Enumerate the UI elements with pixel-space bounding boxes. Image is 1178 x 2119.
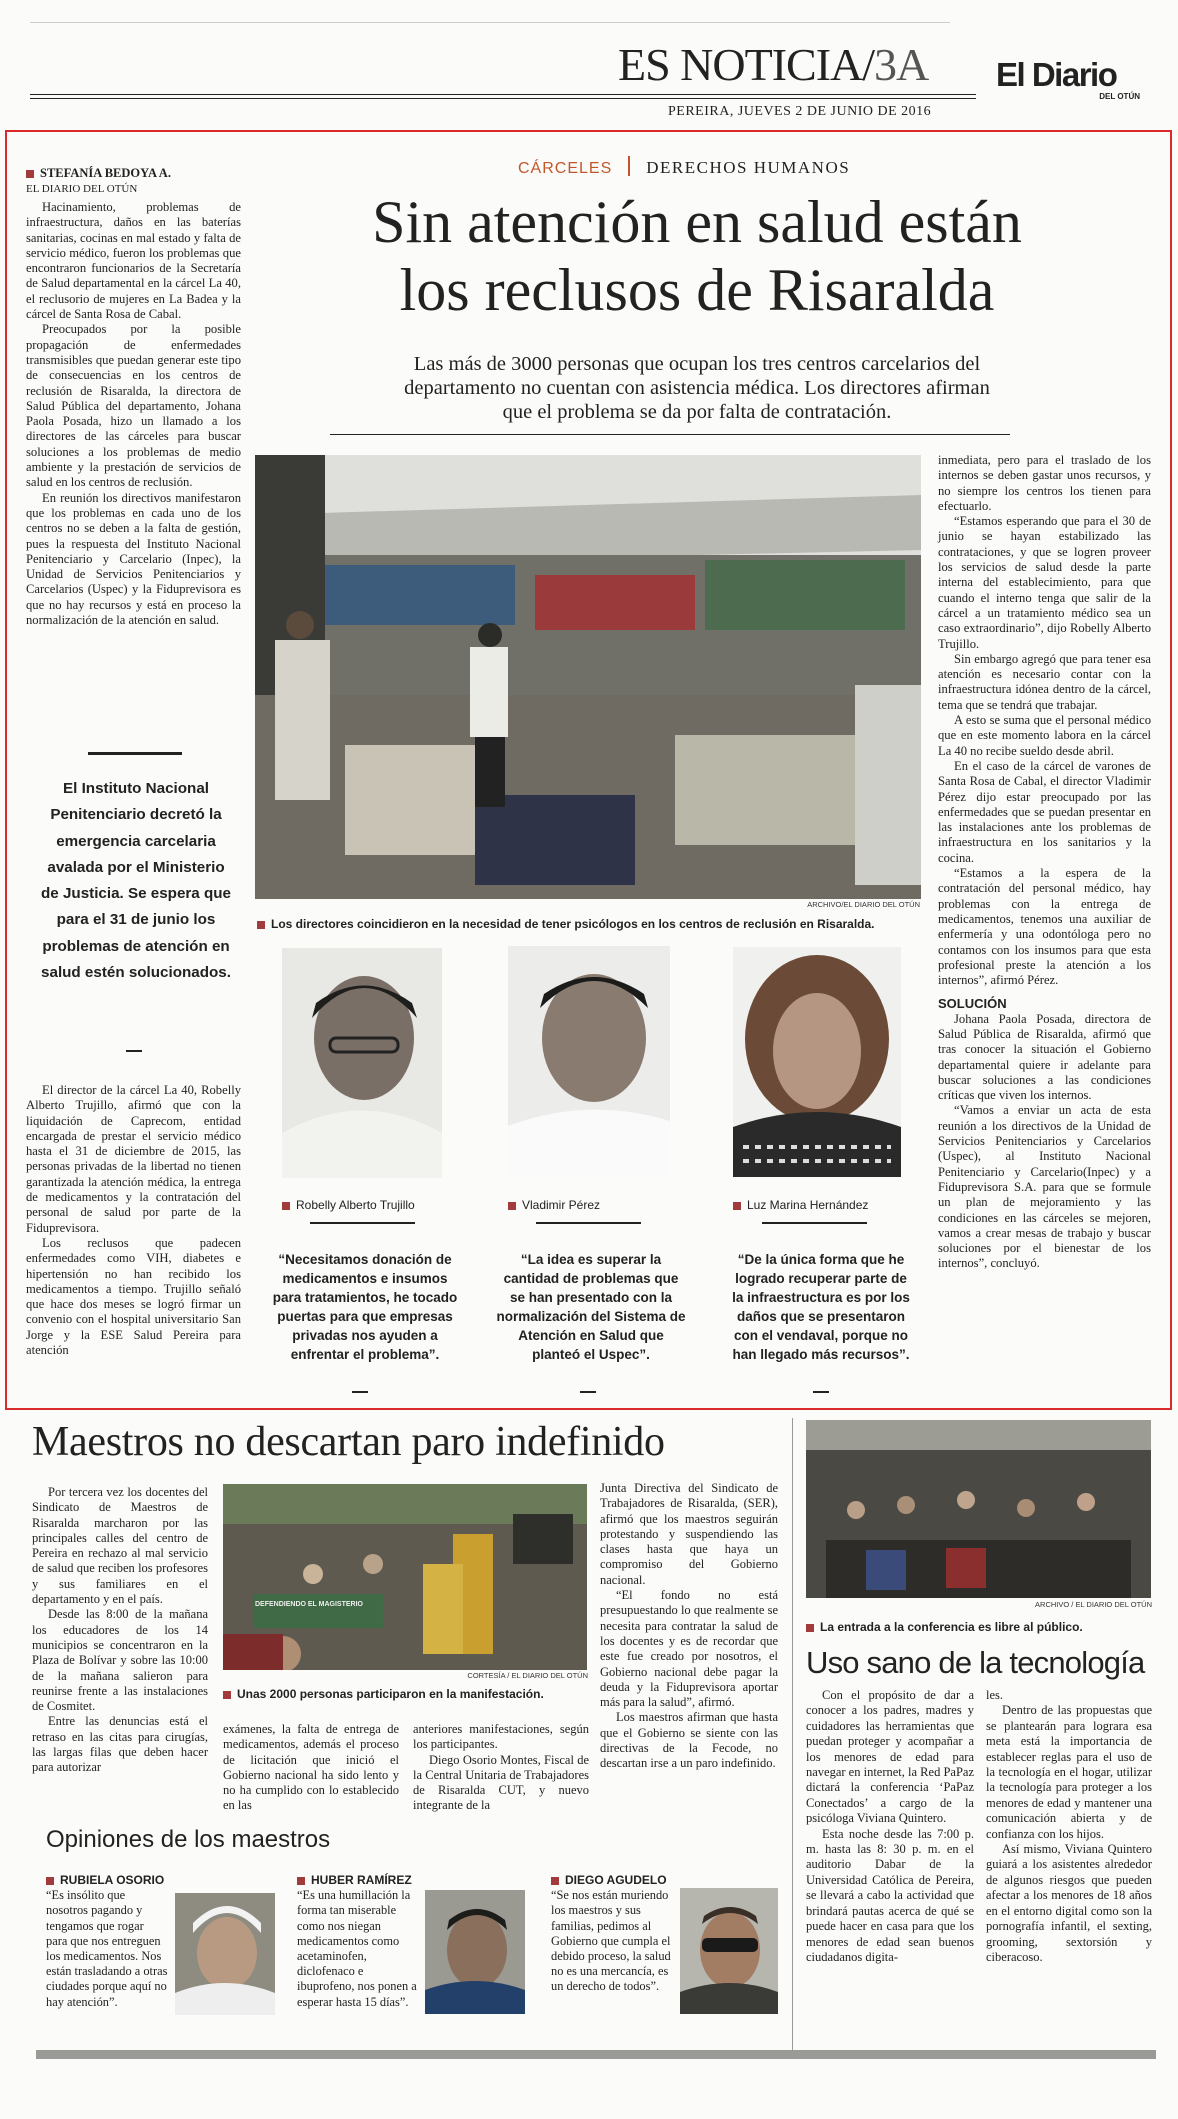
- portrait-trujillo-image: [282, 948, 442, 1178]
- portrait-perez-image: [508, 946, 670, 1178]
- pullquote-rule: [88, 752, 182, 755]
- bullet-icon: [257, 921, 265, 929]
- main-photo-credit: ARCHIVO/EL DIARIO DEL OTÚN: [807, 900, 920, 909]
- lead-col-1-continued: El director de la cárcel La 40, Robelly Alberto Trujillo, afirmó que con la liquidación de Caprecom, entidad encargada de prestar el servicio médico hasta el 31 de diciembre de 2015, las personas privadas de la libertad no tienen garantizada la atención médica, la entrega de medicamentos y la contratación del personal de salud por parte de la Fiduprevisora. Los reclusos que padecen enfermedades como VIH, diabetes e hipertensión no han recibido los medicamentos a tiempo. Trujillo señaló que hace dos meses se logró firmar un convenio con el hospital universitario San Jorge y la ESE Salud Pereira para atención: [26, 1083, 241, 1358]
- solution-heading: SOLUCIÓN: [938, 996, 1007, 1012]
- portrait-name-trujillo: Robelly Alberto Trujillo: [282, 1198, 415, 1212]
- protest-photo-caption: Unas 2000 personas participaron en la manifestación.: [223, 1687, 593, 1701]
- paper-logo: [996, 58, 1146, 101]
- quote-end-dash-1: [352, 1391, 368, 1393]
- portrait-hernandez: [733, 947, 901, 1177]
- paper-sub: DEL OTÚN: [1099, 92, 1140, 101]
- portrait-name-perez: Vladimir Pérez: [508, 1198, 600, 1212]
- pullquote: El Instituto Nacional Penitenciario decretó la emergencia carcelaria avalada por el Ministerio de Justicia. Se espera que para el 31 de junio los problemas de atención en salud estén solucionados.: [41, 780, 231, 982]
- headline-line-1: Sin atención en salud están: [372, 189, 1022, 255]
- portrait-trujillo: [282, 948, 442, 1178]
- lead-subhead: Las más de 3000 personas que ocupan los tres centros carcelarios del departamento no cuentan con asistencia médica. Los directores afirman que el problema se da por falta de contratación.: [404, 353, 990, 423]
- author-outlet: EL DIARIO DEL OTÚN: [26, 183, 138, 195]
- protest-banner-text: DEFENDIENDO EL MAGISTERIO: [255, 1601, 363, 1608]
- opinion-osorio-image: [175, 1893, 275, 2015]
- opinion-osorio-photo: [175, 1893, 275, 2015]
- conference-photo-caption: La entrada a la conferencia es libre al público.: [806, 1620, 1151, 1634]
- opinion-agudelo-image: [680, 1888, 778, 2014]
- headline-line-2: los reclusos de Risaralda: [399, 257, 995, 323]
- quote-end-dash-3: [813, 1391, 829, 1393]
- quote-hernandez: “De la única forma que he logrado recuperar parte de la infraestructura es por los daños que se presentaron con el vendaval, porque no han llegado más recursos”.: [732, 1252, 910, 1362]
- kicker: [518, 156, 850, 178]
- opinion-ramirez: HUBER RAMÍREZ “Es una humillación la forma tan miserable como nos niegan medicamentos como acetaminofen, diclofenaco e ibuprofeno, nos ponen a esperar hasta 15 días”.: [297, 1873, 417, 2009]
- opinions-heading: Opiniones de los maestros: [46, 1826, 331, 1853]
- bullet-icon: [223, 1691, 231, 1699]
- bottom-band: [36, 2050, 1156, 2059]
- opinion-ramirez-image: [425, 1890, 525, 2014]
- protest-image: [223, 1484, 587, 1670]
- teachers-col-1: Por tercera vez los docentes del Sindicato de Maestros de Risaralda marcharon por las principales calles del centro de Pereira en rechazo al mal servicio de salud que reciben los profesores y sus familiares en el departamento y en el país. Desde las 8:00 de la mañana los educadores de los 14 municipios se concentraron en la Plaza de Bolívar y sobre las 10:00 de la mañana salieron para reunirse frente a las instalaciones de Cosmitet. Entre las denuncias está el retraso en las citas para cirugías, las largas filas que deben hacer para autorizar: [32, 1485, 208, 1775]
- portrait-perez: [508, 946, 670, 1178]
- lead-col-right: inmediata, pero para el traslado de los internos se deben gastar unos recursos, y no siempre los centros los tienen para efectuarlo. “Estamos esperando que para el 30 de junio se hayan estabilizado las contrataciones, y que se logren proveer los servicios de salud desde la parte interna del establecimiento, para que cuando el interno tenga que salir de la cárcel a un tratamiento médico sea un caso extraordinario”, dijo Robelly Alberto Trujillo. Sin embargo agregó que para tener esa atención es necesario contar con la infraestructura idónea dentro de la cárcel, tema que se tendrá que trabajar. A esto se suma que el personal médico que en este momento labora en la cárcel La 40 no recibe sueldo desde abril. En el caso de la cárcel de varones de Santa Rosa de Cabal, el director Vladimir Pérez dijo estar preocupado por las enfermedades que se puedan presentar en las instalaciones ante los problemas de infraestructura en los sanitarios y la cocina. “Estamos a la espera de la contratación del personal médico, hay problemas con la entrega de medicamentos, tenemos una auxiliar de enfermería y una odontóloga pero no contamos con los insumos para que esta profesional preste la atención a los internos”, afirmó Pérez. SOLUCIÓN Johana Paola Posada, directora de Salud Pública de Risaralda, afirmó que tras conocer la situación el Gobierno departamental quiere ir adelante para buscar soluciones a las condiciones críticas que viven los internos. “Vamos a enviar un acta de esta reunión a los directivos de la Unidad de Servicios Penitenciarios y Carcelarios (Uspec), al Instituto Nacional Penitenciario y Carcelario(Inpec) y a Fiduprevisora S.A. para que se formule un plan de mejoramiento y las condiciones en las cárceles se mejoren, vamos a crear mesas de trabajo y buscar soluciones por el bienestar de los internos”, concluyó.: [938, 453, 1151, 1271]
- protest-photo: [223, 1484, 587, 1670]
- byline: [26, 166, 241, 195]
- teachers-headline: Maestros no descartan paro indefinido: [32, 1419, 665, 1465]
- conference-photo-credit: ARCHIVO / EL DIARIO DEL OTÚN: [1035, 1600, 1152, 1609]
- prison-yard-photo: [255, 455, 921, 899]
- tech-col-2: les. Dentro de las propuestas que se plantearán para lograra esa meta está la importancia de establecer reglas para el uso de la tecnología en el hogar, utilizar la tecnología para proteger a los menores de edad y mantener una comunicación abierta y de confianza con los hijos. Así mismo, Viviana Quintero guiará a los asistentes alrededor de algunos riesgos que pueden afectar a los menores de 18 años en el entorno digital como son la pornografía infantil, el sexting, grooming, sextorsión y ciberacoso.: [986, 1688, 1152, 1964]
- bullet-icon: [806, 1624, 814, 1632]
- teachers-col-2: exámenes, la falta de entrega de medicamentos, además el proceso de licitación que inició el Gobierno nacional ha sido lento y no ha cumplido con lo establecido en las: [223, 1722, 399, 1813]
- opinion-ramirez-photo: [425, 1890, 525, 2014]
- bullet-icon: [297, 1877, 305, 1885]
- teachers-col-3: anteriores manifestaciones, según los participantes. Diego Osorio Montes, Fiscal de la Central Unitaria de Trabajadores de Risaralda CUT, y nuevo integrante de la: [413, 1722, 589, 1813]
- portrait-name-hernandez: Luz Marina Hernández: [733, 1198, 868, 1212]
- masthead: ES NOTICIA/3A PEREIRA, JUEVES 2 DE JUNIO DE 2016 El Diario DEL OTÚN: [0, 0, 1178, 128]
- teachers-col-4: Junta Directiva del Sindicato de Trabajadores de Risaralda, (SER), afirmó que los maestros seguirán protestando y suspendiendo las clases hasta que haya un compromiso del Gobierno nacional. “El fondo no está presupuestando lo que realmente se necesita para contratar la salud de los docentes y es de recordar que este fue creado por nosotros, el Gobierno nacional debe pagar la deuda y la Fiduprevisora aportar más para la salud”, afirmó. Los maestros afirman que hasta que el Gobierno se siente con las directivas de la Fecode, no descartan irse a un paro indefinido.: [600, 1481, 778, 1771]
- quote-rule-1: [310, 1222, 415, 1224]
- tech-divider: [792, 1418, 793, 2058]
- masthead-rule: [30, 94, 976, 99]
- dateline: PEREIRA, JUEVES 2 DE JUNIO DE 2016: [668, 104, 932, 119]
- page-number: 3A: [874, 39, 929, 90]
- conference-image: [806, 1420, 1151, 1598]
- quote-end-dash-2: [580, 1391, 596, 1393]
- lead-col-1: Hacinamiento, problemas de infraestructura, daños en las baterías sanitarias, cocinas en mal estado y falta de servicio médico, fueron los problemas que encontraron funcionarios de la Secretaría de Salud departamental en la cárcel La 40, el reclusorio de mujeres en La Badea y la cárcel de Santa Rosa de Cabal. Preocupados por la posible propagación de enfermedades transmisibles que puedan generar este tipo de consecuencias en los centros de reclusión de Risaralda, la directora de Salud Pública del departamento, Johana Paola Posada, hizo un llamado a los directores de las cárceles para buscar soluciones a los problemas de medio ambiente y la prestación de servicios de salud en los centros de reclusión. En reunión los directivos manifestaron que los problemas en cada uno de los centros no se deben a la falta de gestión, pues la respuesta del Instituto Nacional Penitenciario y Carcelario (Inpec), la Unidad de Servicios Penitenciarios y Carcelarios (Uspec) y la Fiduprevisora es que no hay recursos y está en proceso la normalización de la atención en salud.: [26, 200, 241, 628]
- subhead-rule: [330, 434, 1010, 435]
- tech-col-1: Con el propósito de dar a conocer a los padres, madres y cuidadores las herramientas que puedan proteger y acompañar a los menores de edad para navegar en internet, la Red PaPaz dictará la conferencia ‘PaPaz Conectados’ a cargo de la psicóloga Viviana Quintero. Esta noche desde las 7:00 p. m. hasta las 8: 30 p. m. en el auditorio Dabar de la Universidad Católica de Pereira, se llevará a cabo la actividad que brindará pautas acerca de qué se puede hacer en casa para que los menores de edad sean buenos ciudadanos digita-: [806, 1688, 974, 1964]
- opinion-agudelo: DIEGO AGUDELO “Se nos están muriendo los maestros y sus familias, pedimos al Gobierno que cumpla el debido proceso, la salud no es una mercancía, es un derecho de todos”.: [551, 1873, 671, 1994]
- conference-photo: [806, 1420, 1151, 1598]
- bullet-icon: [46, 1877, 54, 1885]
- prison-yard-image: [255, 455, 921, 899]
- bullet-icon: [733, 1202, 741, 1210]
- kicker-primary: CÁRCELES: [518, 160, 613, 177]
- kicker-secondary: DERECHOS HUMANOS: [646, 158, 851, 177]
- pullquote-end-dash: [126, 1050, 142, 1052]
- bullet-icon: [551, 1877, 559, 1885]
- bullet-icon: [282, 1202, 290, 1210]
- quote-perez: “La idea es superar la cantidad de problemas que se han presentado con la normalización del Sistema de Atención en Salud que planteó el Uspec”.: [496, 1252, 686, 1362]
- main-photo-caption: Los directores coincidieron en la necesidad de tener psicólogos en los centros de reclusión en Risaralda.: [257, 917, 927, 931]
- opinion-agudelo-photo: [680, 1888, 778, 2014]
- paper-name: El Diario: [996, 56, 1117, 93]
- bullet-icon: [508, 1202, 516, 1210]
- author: STEFANÍA BEDOYA A.: [26, 166, 241, 181]
- quote-rule-3: [762, 1222, 867, 1224]
- section-title: ES NOTICIA: [618, 39, 863, 90]
- quote-trujillo: “Necesitamos donación de medicamentos e insumos para tratamientos, he tocado puertas para que empresas privadas nos ayuden a enfrentar el problema”.: [272, 1252, 458, 1362]
- masthead-rule-top: [30, 22, 950, 23]
- quote-rule-2: [536, 1222, 641, 1224]
- bullet-icon: [26, 170, 34, 178]
- opinion-osorio: RUBIELA OSORIO “Es insólito que nosotros pagando y tengamos que rogar para que nos entreguen los medicamentos. Nos están trasladando a otras ciudades porque aquí no hay atención”.: [46, 1873, 168, 2009]
- portrait-hernandez-image: [733, 947, 901, 1177]
- lead-headline: [262, 188, 1132, 324]
- protest-photo-credit: CORTESÍA / EL DIARIO DEL OTÚN: [467, 1671, 588, 1680]
- tech-headline: Uso sano de la tecnología: [806, 1645, 1145, 1680]
